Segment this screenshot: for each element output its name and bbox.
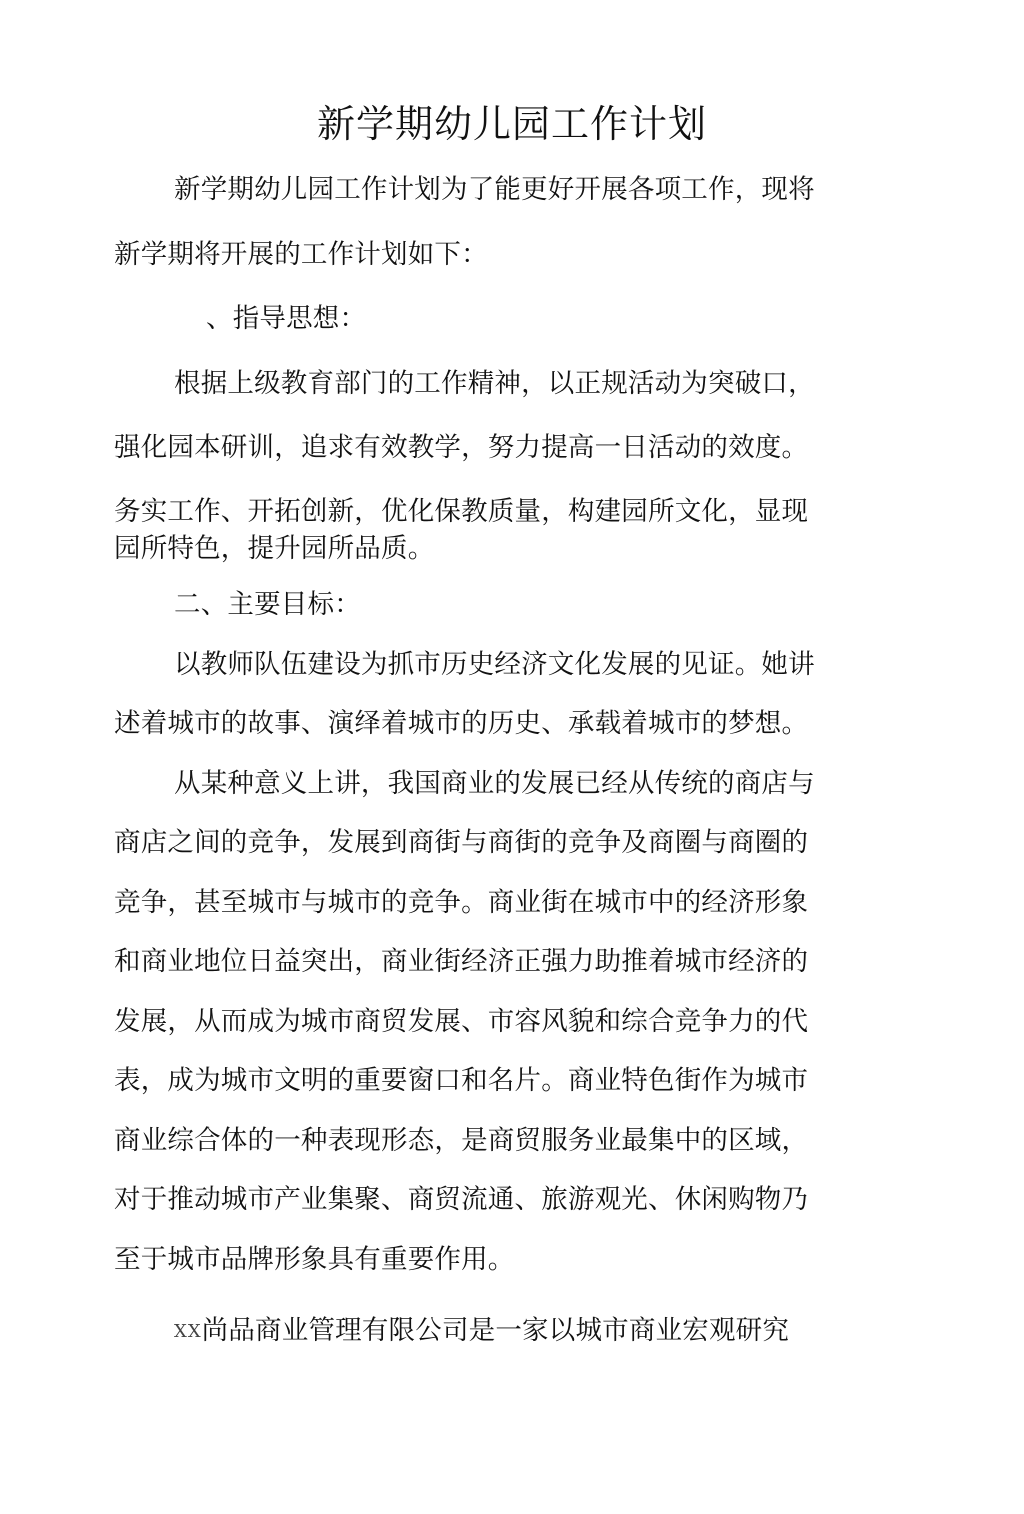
section-heading-main-goals: 二、主要目标： <box>174 589 361 620</box>
paragraph-line: 表，成为城市文明的重要窗口和名片。商业特色街作为城市 <box>114 1065 809 1096</box>
paragraph-line: 新学期将开展的工作计划如下： <box>114 239 488 270</box>
paragraph-line-last-text: 尚品商业管理有限公司是一家以城市商业宏观研究 <box>201 1315 790 1346</box>
paragraph-line: 务实工作、开拓创新，优化保教质量，构建园所文化，显现 <box>114 496 809 527</box>
paragraph-line: 对于推动城市产业集聚、商贸流通、旅游观光、休闲购物乃 <box>114 1184 809 1215</box>
paragraph-line: 商业综合体的一种表现形态，是商贸服务业最集中的区域， <box>114 1125 809 1156</box>
paragraph-line: 发展，从而成为城市商贸发展、市容风貌和综合竞争力的代 <box>114 1006 809 1037</box>
paragraph-line: 新学期幼儿园工作计划为了能更好开展各项工作，现将 <box>174 174 815 205</box>
paragraph-line: 竞争，甚至城市与城市的竞争。商业街在城市中的经济形象 <box>114 887 809 918</box>
paragraph-line: 和商业地位日益突出，商业街经济正强力助推着城市经济的 <box>114 946 809 977</box>
paragraph-line: 以教师队伍建设为抓市历史经济文化发展的见证。她讲 <box>174 649 815 680</box>
paragraph-line-last <box>174 1313 789 1350</box>
paragraph-line: 商店之间的竞争，发展到商街与商街的竞争及商圈与商圈的 <box>114 827 809 858</box>
document-title: 新学期幼儿园工作计划 <box>316 102 707 146</box>
redacted-company-prefix: XX <box>174 1321 202 1342</box>
paragraph-line: 述着城市的故事、演绎着城市的历史、承载着城市的梦想。 <box>114 708 809 739</box>
paragraph-line: 强化园本研训，追求有效教学，努力提高一日活动的效度。 <box>114 432 809 463</box>
paragraph-line: 从某种意义上讲，我国商业的发展已经从传统的商店与 <box>174 768 815 799</box>
section-heading-guiding-ideology: 、指导思想： <box>206 303 367 334</box>
paragraph-line: 根据上级教育部门的工作精神，以正规活动为突破口， <box>174 368 815 399</box>
paragraph-line: 园所特色，提升园所品质。 <box>114 533 435 564</box>
paragraph-line: 至于城市品牌形象具有重要作用。 <box>114 1244 515 1275</box>
